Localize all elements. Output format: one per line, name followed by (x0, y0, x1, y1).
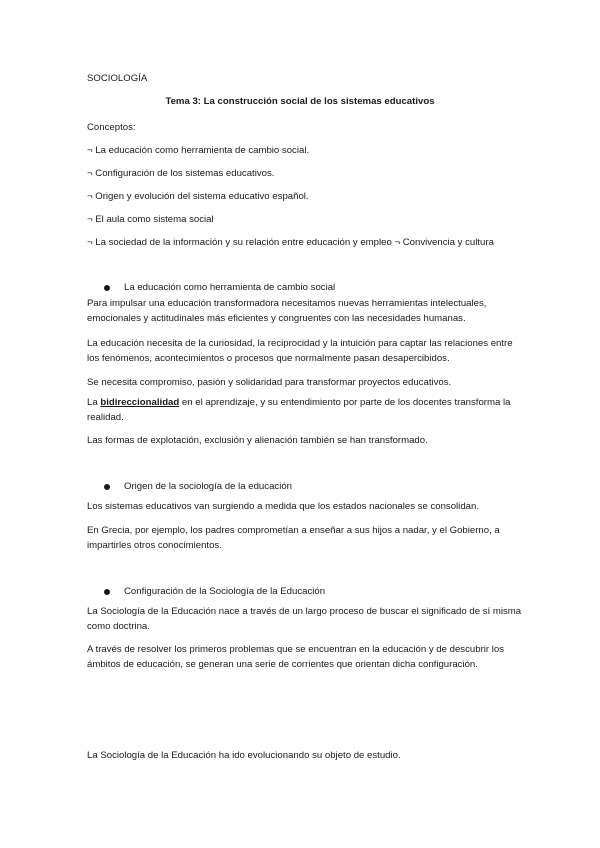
concept-item: ¬ El aula como sistema social (87, 214, 214, 225)
paragraph-text: La (87, 397, 101, 408)
section-heading (104, 585, 325, 600)
paragraph-text: en el aprendizaje, y su entendimiento por parte de los docentes transforma la realidad. (87, 397, 511, 423)
page-title: Tema 3: La construcción social de los sistemas educativos (165, 96, 435, 107)
concept-item: ¬ Origen y evolución del sistema educativo español. (87, 191, 309, 202)
paragraph: La Sociología de la Educación ha ido evolucionando su objeto de estudio. (87, 750, 401, 761)
bullet-icon (104, 589, 110, 595)
concepts-label: Conceptos: (87, 122, 136, 133)
paragraph: La educación necesita de la curiosidad, la reciprocidad y la intuición para captar las relaciones entre los fenómenos, acontecimientos o procesos que normalmente pasan desapercibidos. (87, 338, 513, 364)
paragraph: En Grecia, por ejemplo, los padres comprometían a enseñar a sus hijos a nadar, y el Gobierno, a impartirles otros conocimientos. (87, 525, 500, 551)
paragraph: Se necesita compromiso, pasión y solidaridad para transformar proyectos educativos. (87, 377, 452, 388)
concept-item: ¬ La sociedad de la información y su relación entre educación y empleo ¬ Convivencia y cultura (87, 237, 494, 248)
bullet-icon (104, 285, 110, 291)
paragraph: La Sociología de la Educación nace a través de un largo proceso de buscar el significado de sí misma como doctrina. (87, 606, 522, 632)
section-heading (104, 281, 335, 296)
emphasized-term: bidireccionalidad (100, 397, 180, 408)
paragraph: Para impulsar una educación transformadora necesitamos nuevas herramientas intelectuales, emocionales y actitudinales más eficientes y congruentes con las necesidades humanas. (87, 298, 487, 324)
paragraph: Los sistemas educativos van surgiendo a medida que los estados nacionales se consolidan. (87, 501, 479, 512)
section-heading-text: Configuración de la Sociología de la Educación (124, 586, 326, 597)
bullet-icon (104, 484, 110, 490)
section-heading (104, 480, 292, 495)
paragraph: Las formas de explotación, exclusión y alienación también se han transformado. (87, 435, 428, 446)
paragraph: A través de resolver los primeros problemas que se encuentran en la educación y de descubrir los ámbitos de educación, se generan una serie de corrientes que orientan dicha configuración. (87, 644, 505, 670)
paragraph (87, 396, 527, 425)
subject-heading: SOCIOLOGÍA (87, 73, 148, 84)
section-heading-text: Origen de la sociología de la educación (124, 481, 293, 492)
section-heading-text: La educación como herramienta de cambio social (124, 282, 336, 293)
concept-item: ¬ Configuración de los sistemas educativos. (87, 168, 275, 179)
concept-item: ¬ La educación como herramienta de cambio social. (87, 145, 310, 156)
